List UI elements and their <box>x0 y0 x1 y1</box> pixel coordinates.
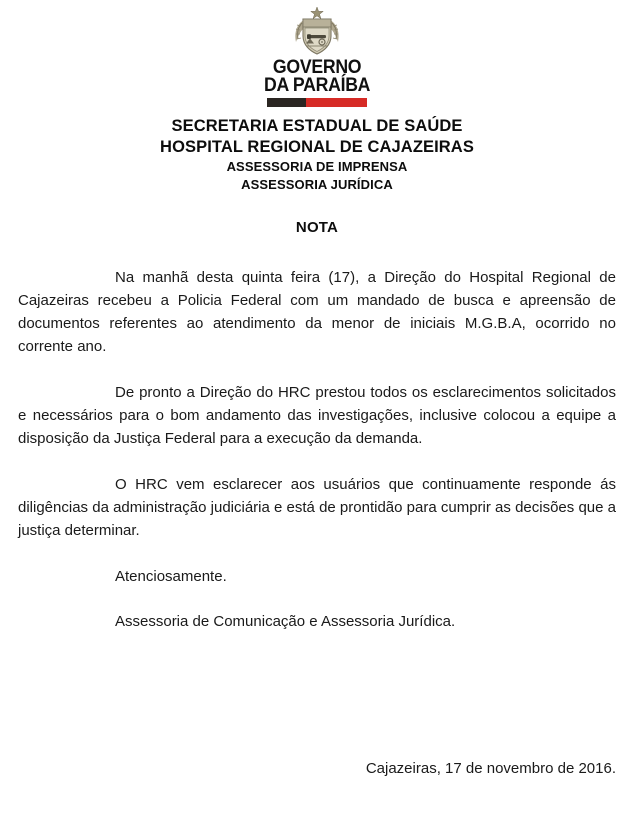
flag-bar-black-segment <box>267 98 306 107</box>
body-paragraph: O HRC vem esclarecer aos usuários que continuamente responde ás diligências da administração judiciária e está de prontidão para cumprir as decisões que a justiça determinar. <box>18 476 616 539</box>
flag-bar-red-segment <box>306 98 367 107</box>
paraiba-coat-of-arms-icon <box>286 6 348 58</box>
wordmark-line-2: DA PARAÍBA <box>263 75 371 96</box>
body-paragraph: De pronto a Direção do HRC prestou todos os esclarecimentos solicitados e necessários para o bom andamento das investigações, inclusive colocou a equipe a disposição da Justiça Federal para a execução da demanda. <box>18 384 616 447</box>
header-assessoria-imprensa: ASSESSORIA DE IMPRENSA <box>226 159 408 174</box>
body-paragraph: Na manhã desta quinta feira (17), a Direção do Hospital Regional de Cajazeiras recebeu a Policia Federal com um mandado de busca e apreensão de documentos referentes ao atendimento da menor de iniciais M.G.B.A, ocorrido no corrente ano. <box>18 269 616 355</box>
institution-header <box>0 116 634 194</box>
header-secretaria: SECRETARIA ESTADUAL DE SAÚDE <box>171 117 463 135</box>
header-assessoria-juridica: ASSESSORIA JURÍDICA <box>241 177 393 192</box>
closing-signature: Assessoria de Comunicação e Assessoria Jurídica. <box>115 613 456 630</box>
flag-color-bar <box>267 98 367 107</box>
wordmark-line-1: GOVERNO <box>272 57 362 78</box>
government-logo <box>0 0 634 107</box>
document-body <box>18 236 616 633</box>
government-wordmark <box>264 59 370 95</box>
page-title: NOTA <box>295 219 339 236</box>
header-hospital: HOSPITAL REGIONAL DE CAJAZEIRAS <box>160 138 474 156</box>
closing-salutation: Atenciosamente. <box>115 568 227 585</box>
date-line: Cajazeiras, 17 de novembro de 2016. <box>365 760 616 777</box>
